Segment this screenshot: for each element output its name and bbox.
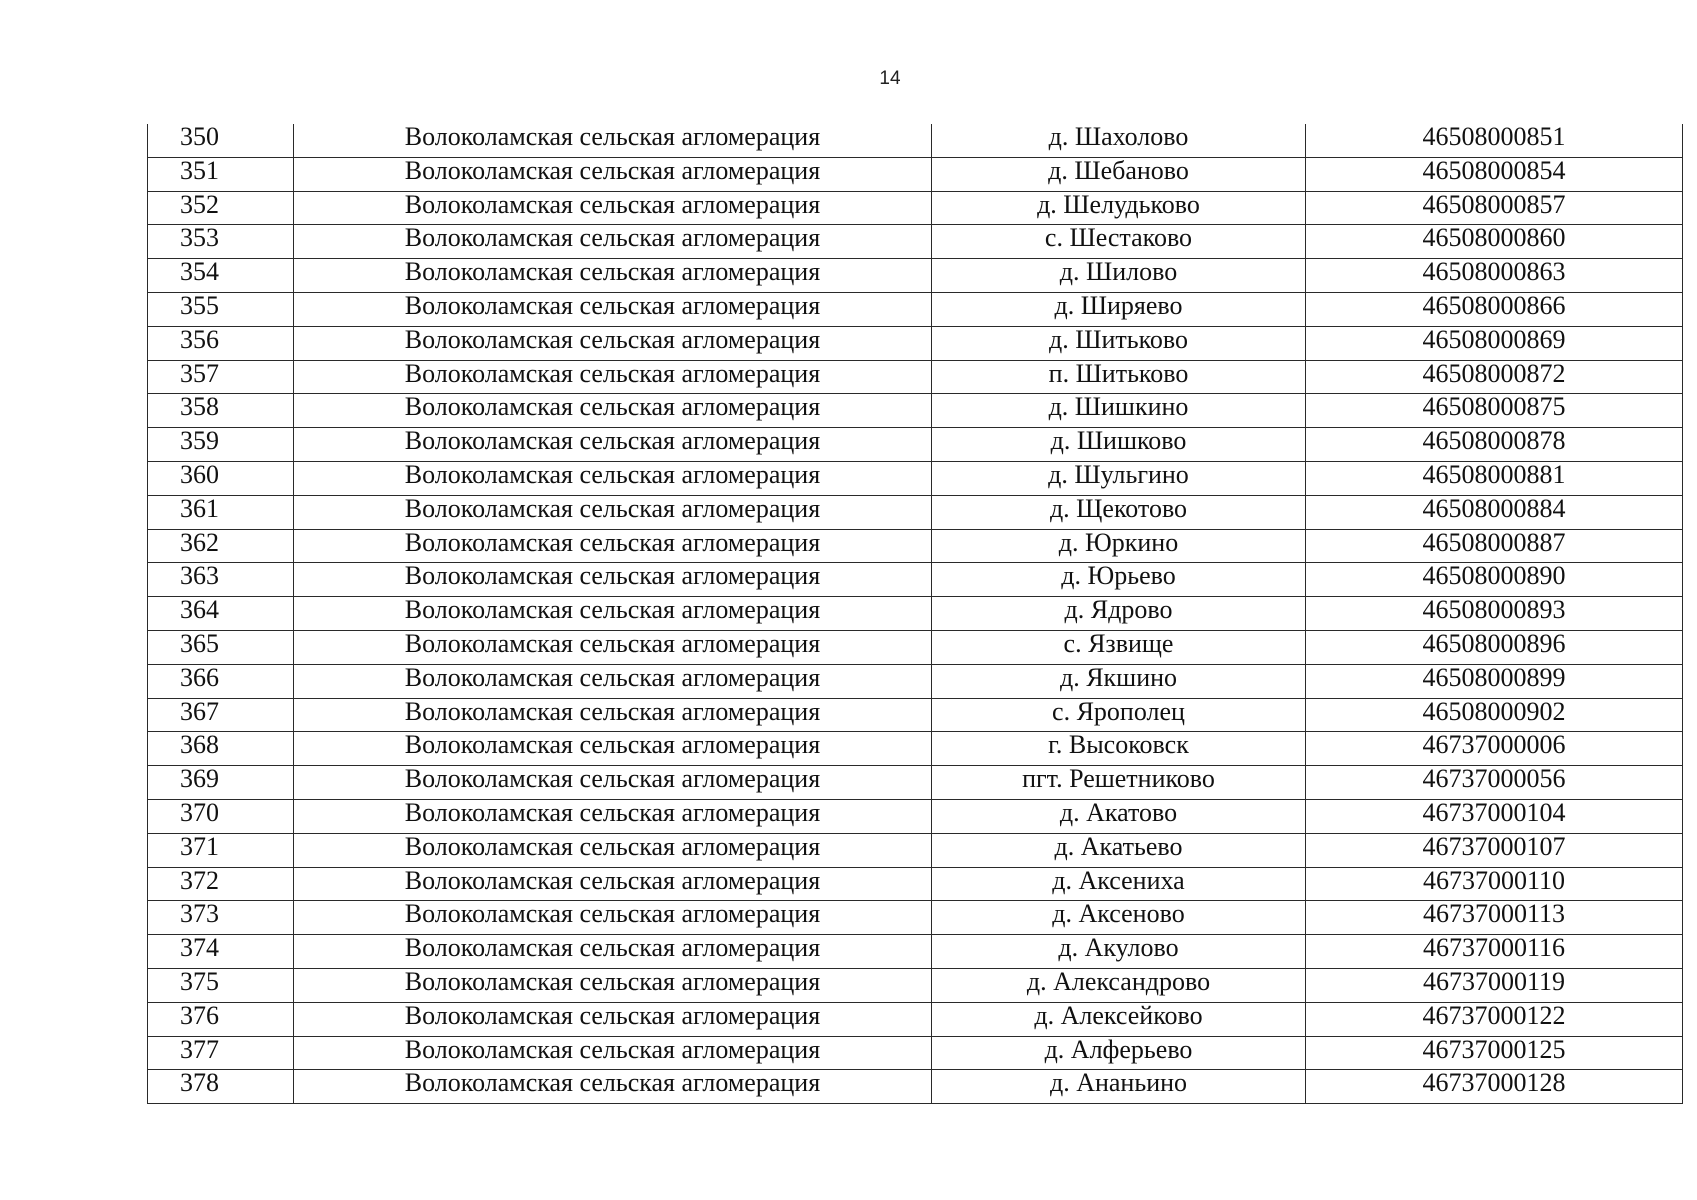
row-number-cell: 373 — [148, 901, 294, 935]
oktmo-code-cell: 46508000854 — [1306, 157, 1683, 191]
locality-cell: г. Высоковск — [932, 732, 1306, 766]
oktmo-code-cell: 46737000107 — [1306, 833, 1683, 867]
table-row — [148, 867, 1683, 901]
locality-cell: д. Аксеново — [932, 901, 1306, 935]
oktmo-code-cell: 46508000890 — [1306, 563, 1683, 597]
row-number-cell: 372 — [148, 867, 294, 901]
locality-cell: д. Шитьково — [932, 326, 1306, 360]
locality-cell: д. Шульгино — [932, 461, 1306, 495]
agglomeration-cell: Волоколамская сельская агломерация — [294, 360, 932, 394]
table-row — [148, 833, 1683, 867]
row-number-cell: 374 — [148, 935, 294, 969]
table-row — [148, 191, 1683, 225]
row-number-cell: 364 — [148, 597, 294, 631]
agglomeration-cell: Волоколамская сельская агломерация — [294, 529, 932, 563]
row-number-cell: 367 — [148, 698, 294, 732]
locality-cell: д. Шебаново — [932, 157, 1306, 191]
row-number-cell: 365 — [148, 630, 294, 664]
locality-cell: пгт. Решетниково — [932, 766, 1306, 800]
table-row — [148, 292, 1683, 326]
row-number-cell: 363 — [148, 563, 294, 597]
locality-cell: д. Якшино — [932, 664, 1306, 698]
row-number-cell: 371 — [148, 833, 294, 867]
locality-cell: п. Шитьково — [932, 360, 1306, 394]
locality-cell: д. Шахолово — [932, 124, 1306, 157]
agglomeration-cell: Волоколамская сельская агломерация — [294, 833, 932, 867]
locality-cell: д. Акатьево — [932, 833, 1306, 867]
row-number-cell: 357 — [148, 360, 294, 394]
oktmo-code-cell: 46508000899 — [1306, 664, 1683, 698]
table-row — [148, 630, 1683, 664]
agglomeration-cell: Волоколамская сельская агломерация — [294, 766, 932, 800]
agglomeration-cell: Волоколамская сельская агломерация — [294, 292, 932, 326]
row-number-cell: 370 — [148, 799, 294, 833]
table-row — [148, 563, 1683, 597]
agglomeration-cell: Волоколамская сельская агломерация — [294, 664, 932, 698]
agglomeration-cell: Волоколамская сельская агломерация — [294, 597, 932, 631]
oktmo-code-cell: 46737000116 — [1306, 935, 1683, 969]
oktmo-code-cell: 46508000893 — [1306, 597, 1683, 631]
oktmo-code-cell: 46508000875 — [1306, 394, 1683, 428]
table-row — [148, 597, 1683, 631]
locality-cell: д. Шишково — [932, 428, 1306, 462]
oktmo-code-cell: 46508000902 — [1306, 698, 1683, 732]
table-row — [148, 360, 1683, 394]
oktmo-code-cell: 46737000125 — [1306, 1036, 1683, 1070]
oktmo-code-cell: 46737000104 — [1306, 799, 1683, 833]
table-row — [148, 901, 1683, 935]
row-number-cell: 360 — [148, 461, 294, 495]
row-number-cell: 378 — [148, 1070, 294, 1104]
row-number-cell: 377 — [148, 1036, 294, 1070]
locality-cell: д. Акулово — [932, 935, 1306, 969]
oktmo-code-cell: 46508000866 — [1306, 292, 1683, 326]
table-row — [148, 732, 1683, 766]
oktmo-code-cell: 46737000110 — [1306, 867, 1683, 901]
table-row — [148, 1002, 1683, 1036]
row-number-cell: 376 — [148, 1002, 294, 1036]
agglomeration-cell: Волоколамская сельская агломерация — [294, 901, 932, 935]
oktmo-code-cell: 46508000881 — [1306, 461, 1683, 495]
row-number-cell: 366 — [148, 664, 294, 698]
row-number-cell: 362 — [148, 529, 294, 563]
locality-cell: д. Шелудьково — [932, 191, 1306, 225]
row-number-cell: 356 — [148, 326, 294, 360]
oktmo-code-cell: 46737000113 — [1306, 901, 1683, 935]
oktmo-code-cell: 46737000122 — [1306, 1002, 1683, 1036]
locality-cell: д. Юркино — [932, 529, 1306, 563]
agglomeration-cell: Волоколамская сельская агломерация — [294, 495, 932, 529]
row-number-cell: 350 — [148, 124, 294, 157]
agglomeration-cell: Волоколамская сельская агломерация — [294, 225, 932, 259]
agglomeration-cell: Волоколамская сельская агломерация — [294, 259, 932, 293]
locality-cell: д. Шишкино — [932, 394, 1306, 428]
locality-cell: д. Алексейково — [932, 1002, 1306, 1036]
locality-cell: с. Шестаково — [932, 225, 1306, 259]
locality-cell: д. Ананьино — [932, 1070, 1306, 1104]
row-number-cell: 375 — [148, 968, 294, 1002]
table-row — [148, 968, 1683, 1002]
locality-table — [147, 124, 1683, 1104]
table-row — [148, 394, 1683, 428]
table-row — [148, 157, 1683, 191]
agglomeration-cell: Волоколамская сельская агломерация — [294, 1036, 932, 1070]
agglomeration-cell: Волоколамская сельская агломерация — [294, 698, 932, 732]
row-number-cell: 351 — [148, 157, 294, 191]
locality-cell: с. Ярополец — [932, 698, 1306, 732]
agglomeration-cell: Волоколамская сельская агломерация — [294, 732, 932, 766]
locality-cell: д. Щекотово — [932, 495, 1306, 529]
row-number-cell: 354 — [148, 259, 294, 293]
agglomeration-cell: Волоколамская сельская агломерация — [294, 461, 932, 495]
oktmo-code-cell: 46508000863 — [1306, 259, 1683, 293]
oktmo-code-cell: 46508000857 — [1306, 191, 1683, 225]
row-number-cell: 368 — [148, 732, 294, 766]
row-number-cell: 361 — [148, 495, 294, 529]
table-row — [148, 664, 1683, 698]
agglomeration-cell: Волоколамская сельская агломерация — [294, 968, 932, 1002]
table-row — [148, 799, 1683, 833]
table-row — [148, 935, 1683, 969]
oktmo-code-cell: 46737000119 — [1306, 968, 1683, 1002]
oktmo-code-cell: 46508000884 — [1306, 495, 1683, 529]
agglomeration-cell: Волоколамская сельская агломерация — [294, 799, 932, 833]
oktmo-code-cell: 46508000896 — [1306, 630, 1683, 664]
oktmo-code-cell: 46737000128 — [1306, 1070, 1683, 1104]
oktmo-code-cell: 46508000851 — [1306, 124, 1683, 157]
table-row — [148, 766, 1683, 800]
locality-cell: д. Акатово — [932, 799, 1306, 833]
page-number: 14 — [879, 68, 901, 89]
row-number-cell: 352 — [148, 191, 294, 225]
agglomeration-cell: Волоколамская сельская агломерация — [294, 157, 932, 191]
table-row — [148, 529, 1683, 563]
agglomeration-cell: Волоколамская сельская агломерация — [294, 394, 932, 428]
table-body — [148, 124, 1683, 1104]
oktmo-code-cell: 46508000878 — [1306, 428, 1683, 462]
locality-cell: с. Язвище — [932, 630, 1306, 664]
oktmo-code-cell: 46508000860 — [1306, 225, 1683, 259]
agglomeration-cell: Волоколамская сельская агломерация — [294, 563, 932, 597]
agglomeration-cell: Волоколамская сельская агломерация — [294, 124, 932, 157]
oktmo-code-cell: 46508000872 — [1306, 360, 1683, 394]
locality-cell: д. Алферьево — [932, 1036, 1306, 1070]
locality-cell: д. Ядрово — [932, 597, 1306, 631]
table-row — [148, 326, 1683, 360]
agglomeration-cell: Волоколамская сельская агломерация — [294, 428, 932, 462]
locality-cell: д. Шилово — [932, 259, 1306, 293]
table-row — [148, 1036, 1683, 1070]
table-row — [148, 698, 1683, 732]
locality-cell: д. Аксениха — [932, 867, 1306, 901]
table-row — [148, 259, 1683, 293]
row-number-cell: 355 — [148, 292, 294, 326]
agglomeration-cell: Волоколамская сельская агломерация — [294, 630, 932, 664]
row-number-cell: 358 — [148, 394, 294, 428]
locality-cell: д. Ширяево — [932, 292, 1306, 326]
oktmo-code-cell: 46508000887 — [1306, 529, 1683, 563]
agglomeration-cell: Волоколамская сельская агломерация — [294, 326, 932, 360]
row-number-cell: 369 — [148, 766, 294, 800]
agglomeration-cell: Волоколамская сельская агломерация — [294, 1070, 932, 1104]
oktmo-code-cell: 46737000056 — [1306, 766, 1683, 800]
row-number-cell: 353 — [148, 225, 294, 259]
table-row — [148, 428, 1683, 462]
locality-cell: д. Александрово — [932, 968, 1306, 1002]
table-row — [148, 225, 1683, 259]
row-number-cell: 359 — [148, 428, 294, 462]
agglomeration-cell: Волоколамская сельская агломерация — [294, 935, 932, 969]
agglomeration-cell: Волоколамская сельская агломерация — [294, 867, 932, 901]
table-row — [148, 495, 1683, 529]
agglomeration-cell: Волоколамская сельская агломерация — [294, 191, 932, 225]
oktmo-code-cell: 46737000006 — [1306, 732, 1683, 766]
table-row — [148, 1070, 1683, 1104]
oktmo-code-cell: 46508000869 — [1306, 326, 1683, 360]
table-row — [148, 124, 1683, 157]
table-row — [148, 461, 1683, 495]
locality-cell: д. Юрьево — [932, 563, 1306, 597]
agglomeration-cell: Волоколамская сельская агломерация — [294, 1002, 932, 1036]
